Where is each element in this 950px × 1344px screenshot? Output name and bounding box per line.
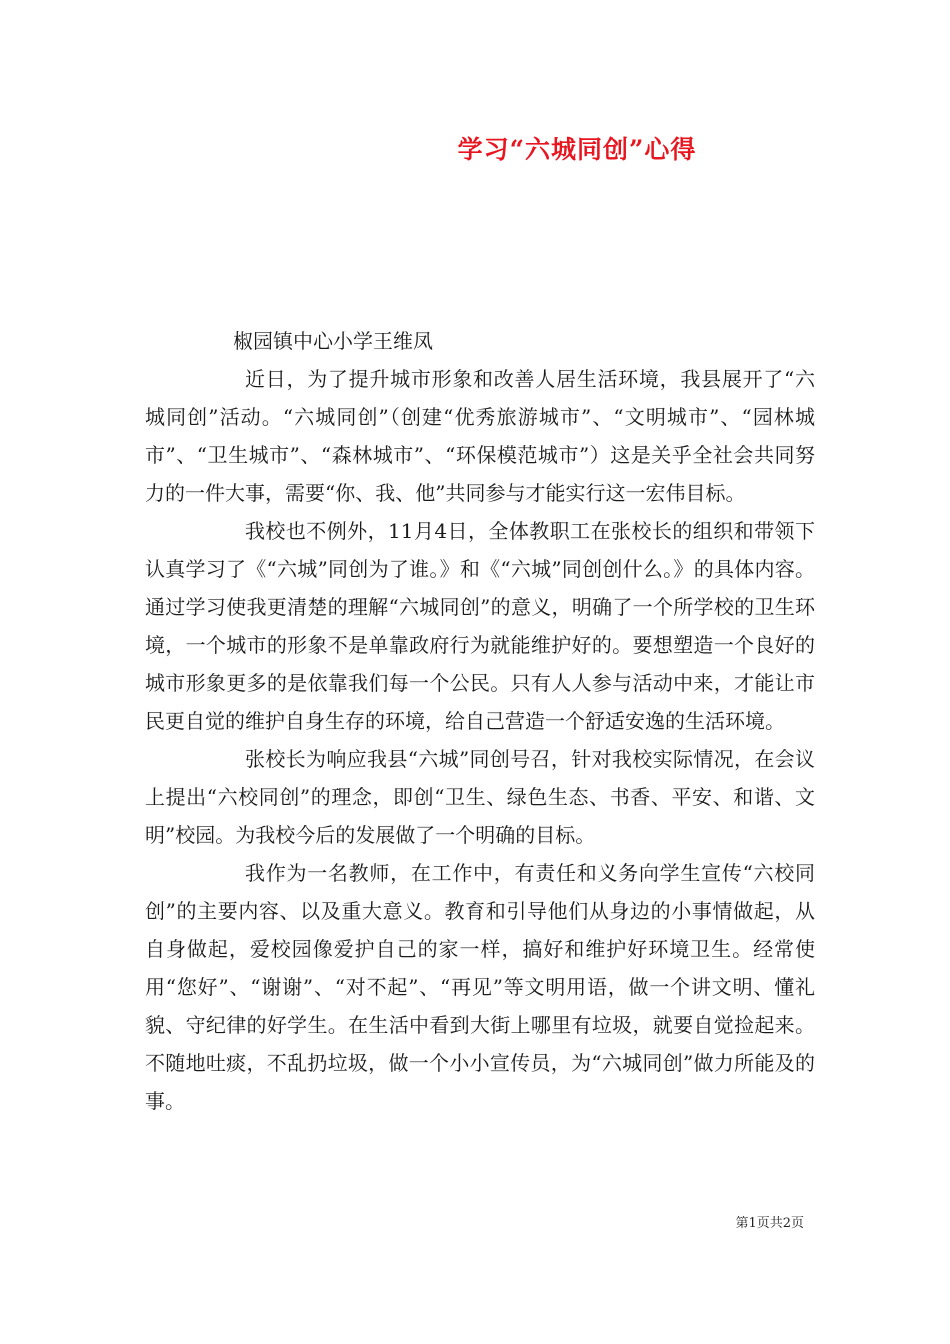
paragraph-1: 近日，为了提升城市形象和改善人居生活环境，我县展开了“六城同创”活动。“六城同创”（创建“优秀旅游城市”、“文明城市”、“园林城市”、“卫生城市”、“森林城市”、“环保模范城市”）这是关乎全社会共同努力的一件大事，需要“你、我、他”共同参与才能实行这一宏伟目标。 — [145, 367, 815, 505]
author-line: 椒园镇中心小学王维凤 — [233, 329, 433, 353]
paragraph-2: 我校也不例外，11月4日，全体教职工在张校长的组织和带领下认真学习了《“六城”同创为了谁。》和《“六城”同创创什么。》的具体内容。通过学习使我更清楚的理解“六城同创”的意义，明确了一个所学校的卫生环境，一个城市的形象不是单靠政府行为就能维护好的。要想塑造一个良好的城市形象更多的是依靠我们每一个公民。只有人人参与活动中来，才能让市民更自觉的维护自身生存的环境，给自己营造一个舒适安逸的生活环境。 — [145, 519, 815, 733]
body-text — [145, 360, 815, 1120]
page-indicator: 第1页共2页 — [735, 1216, 804, 1231]
page-title: 学习“六城同创”心得 — [457, 135, 697, 164]
paragraph-4: 我作为一名教师，在工作中，有责任和义务向学生宣传“六校同创”的主要内容、以及重大意义。教育和引导他们从身边的小事情做起，从自身做起，爱校园像爱护自己的家一样，搞好和维护好环境卫生。经常使用“您好”、“谢谢”、“对不起”、“再见”等文明用语，做一个讲文明、懂礼貌、守纪律的好学生。在生活中看到大街上哪里有垃圾，就要自觉捡起来。不随地吐痰，不乱扔垃圾，做一个小小宣传员，为“六城同创”做力所能及的事。 — [145, 861, 815, 1113]
paragraph-3: 张校长为响应我县“六城”同创号召，针对我校实际情况，在会议上提出“六校同创”的理念，即创“卫生、绿色生态、书香、平安、和谐、文明”校园。为我校今后的发展做了一个明确的目标。 — [145, 747, 815, 847]
